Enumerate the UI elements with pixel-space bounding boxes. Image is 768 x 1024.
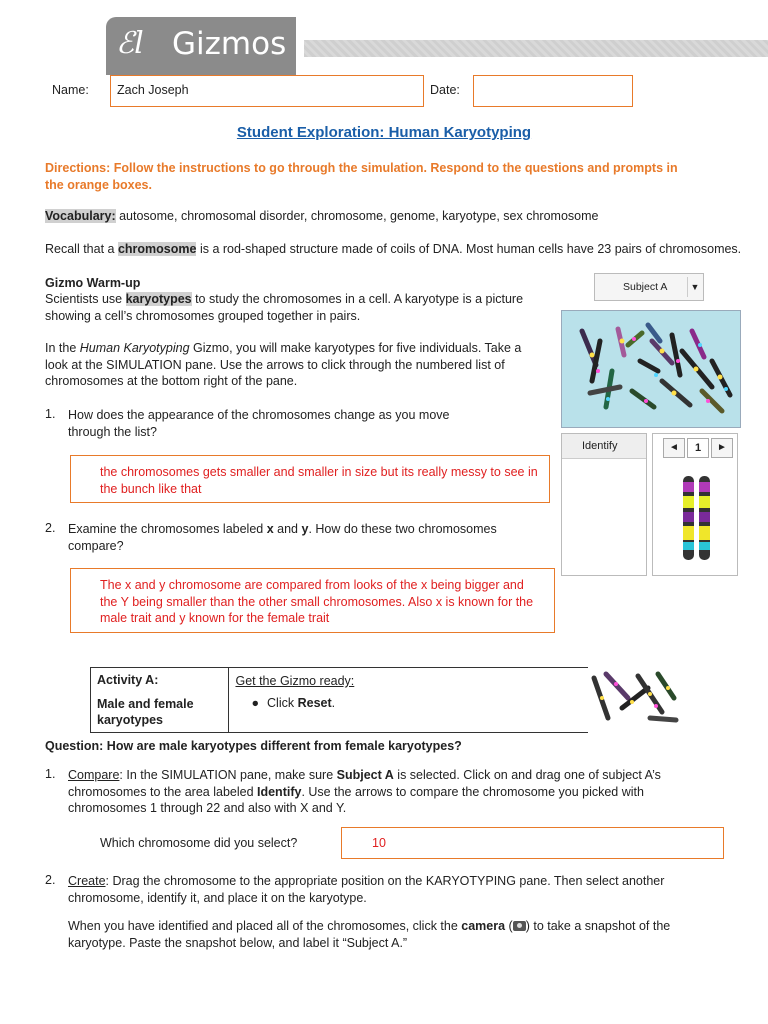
warmup-paragraph-2 [45,340,535,390]
vocabulary [45,209,765,223]
subject-select-value: Subject A [623,281,668,293]
bullet-icon: ● [251,696,260,710]
directions: Directions: Follow the instructions to go through the simulation. Respond to the questions and prompts in the orange boxes. [45,161,678,192]
next-arrow-button[interactable]: ► [711,438,733,458]
vocabulary-label: Vocabulary: [45,209,116,223]
identify-area[interactable] [561,433,647,576]
p2-pre: In the [45,341,80,355]
warmup-paragraph-1 [45,291,545,324]
name-label: Name: [52,83,89,97]
subject-select[interactable] [594,273,704,301]
identify-label: Identify [562,434,646,459]
answer-1: the chromosomes gets smaller and smaller in size but its really messy to see in the bunch like that [100,465,538,496]
camera-post: ) to take a snapshot of the karyotype. Paste the snapshot below, and label it “Subject A.” [68,919,671,950]
page-title: Student Exploration: Human Karyotyping [236,124,532,141]
q1-text: How does the appearance of the chromosomes change as you move through the list? [68,408,450,439]
reset-pre: Click [267,696,298,710]
chevron-down-icon[interactable]: ▼ [687,277,702,297]
q2-post: . How do these two chromosomes compare? [68,522,497,553]
prev-arrow-button[interactable]: ◄ [663,438,685,458]
step2-body: : Drag the chromosome to the appropriate position on the KARYOTYPING pane. Then select another chromosome, identify it, and place it on the karyotype. [68,874,665,905]
reset-button-label: Reset [297,696,332,710]
name-field[interactable] [110,75,424,107]
el-logo-mark: ℰl [116,26,144,61]
activity-cell [91,668,229,733]
gizmos-wordmark: Gizmos [172,26,287,62]
chromosome-1-image[interactable] [677,476,717,560]
camera-icon [513,921,526,931]
camera-pre: When you have identified and placed all of the chromosomes, click the [68,919,462,933]
chromosome-spread-image [561,310,741,428]
create-label: Create [68,874,106,888]
identify-term: Identify [257,784,302,799]
activity-image-cell [588,668,680,733]
step1-number: 1. [45,767,56,781]
camera-term: camera [461,919,506,933]
answer-3: 10 [372,836,386,850]
answer-box-2[interactable] [70,568,555,633]
recall-pre: Recall that a [45,242,118,256]
compare-label: Compare [68,768,120,782]
date-field[interactable] [473,75,633,107]
q2-number: 2. [45,521,56,535]
q2-pre: Examine the chromosomes labeled [68,522,267,536]
chromosome-pager [663,438,733,458]
q2-x: x [266,522,274,536]
step2-number: 2. [45,873,56,887]
vocabulary-text: autosome, chromosomal disorder, chromosome, genome, karyotype, sex chromosome [115,209,599,223]
chromosome-spread-svg [562,311,740,427]
date-label: Date: [430,83,460,97]
subject-a-term: Subject A [336,768,394,782]
q2-mid: and [273,522,302,536]
activity-chromosome-image [588,668,680,726]
step1-mid: is selected. Click on and drag one of subject A’s chromosomes to the area labeled [68,768,661,799]
p1-post: to study the chromosomes in a cell. A karyotype is a picture showing a cell’s chromosomes grouped together in pairs. [45,292,524,323]
recall-post: is a rod-shaped structure made of coils of DNA. Most human cells have 23 pairs of chromosomes. [196,242,742,256]
gizmo-name: Human Karyotyping [79,341,190,355]
header-stripe-bar [304,40,768,57]
gizmo-ready-label: Get the Gizmo ready: [235,674,355,688]
recall-text [45,242,768,256]
chromosome-term: chromosome [117,242,197,256]
karyotypes-term: karyotypes [125,292,192,306]
step1-text [68,767,718,817]
activity-label: Activity A: [97,673,159,687]
q1-number: 1. [45,407,56,421]
activity-table [90,667,680,733]
chromosome-list-panel [652,433,738,576]
q2-y: y [301,522,309,536]
step2-text [68,873,708,906]
name-value: Zach Joseph [117,83,189,97]
reset-post: . [331,696,336,710]
warmup-heading: Gizmo Warm-up [45,276,141,290]
answer-2: The x and y chromosome are compared from looks of the x being bigger and the Y being smaller than the other small chromosomes. Also x is known for the male trait and y known for the female trait [100,578,534,625]
q2-text [68,521,548,554]
camera-instruction: When you have identified and placed all of the chromosomes, click the camera ( ) to take a snapshot of the karyotype. Paste the snapshot below, and label it “Subject A.” [68,919,671,950]
activity-question: Question: How are male karyotypes different from female karyotypes? [45,739,462,753]
reset-instruction [235,696,581,710]
p1-pre: Scientists use [45,292,126,306]
activity-name: Male and female karyotypes [97,697,194,727]
step1-pre: : In the SIMULATION pane, make sure [119,768,337,782]
step1-prompt: Which chromosome did you select? [100,836,298,850]
chromosome-number: 1 [687,438,709,458]
answer-box-3[interactable] [341,827,724,859]
p2-post: Gizmo, you will make karyotypes for five individuals. Take a look at the SIMULATION pane. Use the arrows to click through the numbered list of chromosomes at the bottom right of the pane. [45,341,522,388]
activity-instructions [229,668,588,733]
step1-post: . Use the arrows to compare the chromosome you picked with chromosomes 1 through 22 and also with X and Y. [68,784,644,815]
answer-box-1[interactable] [70,455,550,503]
